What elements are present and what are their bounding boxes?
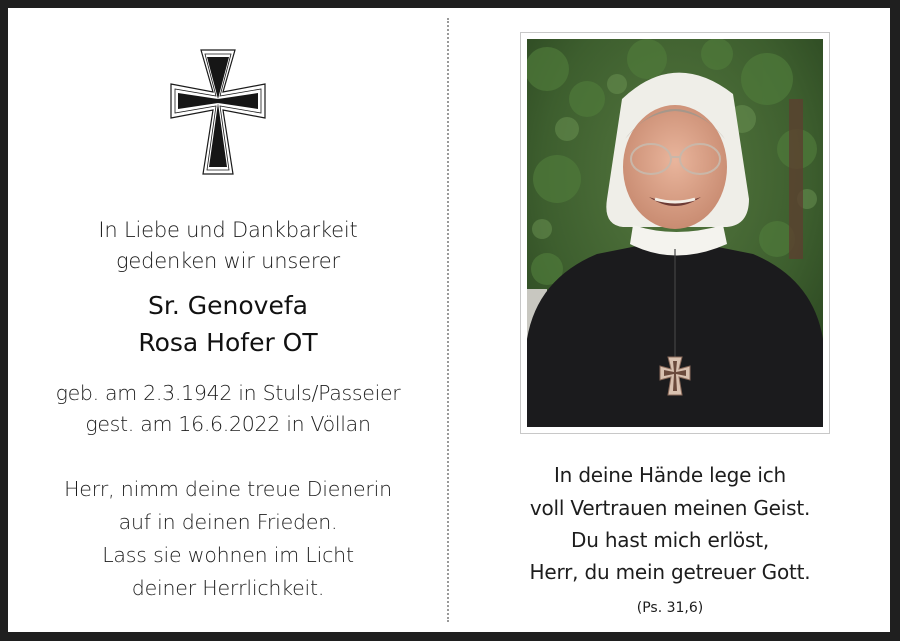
- verse-line-1: In deine Hände lege ich: [553, 463, 786, 487]
- left-page: [8, 8, 448, 632]
- right-page: [450, 8, 890, 632]
- intro-line-1: In Liebe und Dankbarkeit: [98, 218, 358, 242]
- cross-icon: [167, 46, 269, 178]
- psalm-citation: (Ps. 31,6): [636, 600, 704, 616]
- memorial-card: [8, 8, 890, 632]
- prayer-line-3: Lass sie wohnen im Licht: [102, 543, 354, 567]
- portrait-illustration: [527, 39, 823, 427]
- portrait-frame: [520, 32, 830, 434]
- fold-divider: [447, 18, 449, 622]
- death-date: gest. am 16.6.2022 in Völlan: [85, 412, 371, 436]
- verse-line-4: Herr, du mein getreuer Gott.: [529, 560, 811, 584]
- deceased-name-line-1: Sr. Genovefa: [148, 291, 308, 320]
- portrait-photo: [527, 39, 823, 427]
- deceased-name-line-2: Rosa Hofer OT: [138, 328, 318, 357]
- intro-line-2: gedenken wir unserer: [116, 249, 340, 273]
- verse-line-3: Du hast mich erlöst,: [571, 528, 769, 552]
- prayer-line-2: auf in deinen Frieden.: [118, 510, 338, 534]
- verse-line-2: voll Vertrauen meinen Geist.: [529, 496, 811, 520]
- prayer-line-1: Herr, nimm deine treue Dienerin: [64, 477, 392, 501]
- birth-date: geb. am 2.3.1942 in Stuls/Passeier: [55, 381, 401, 405]
- prayer-line-4: deiner Herrlichkeit.: [131, 576, 325, 600]
